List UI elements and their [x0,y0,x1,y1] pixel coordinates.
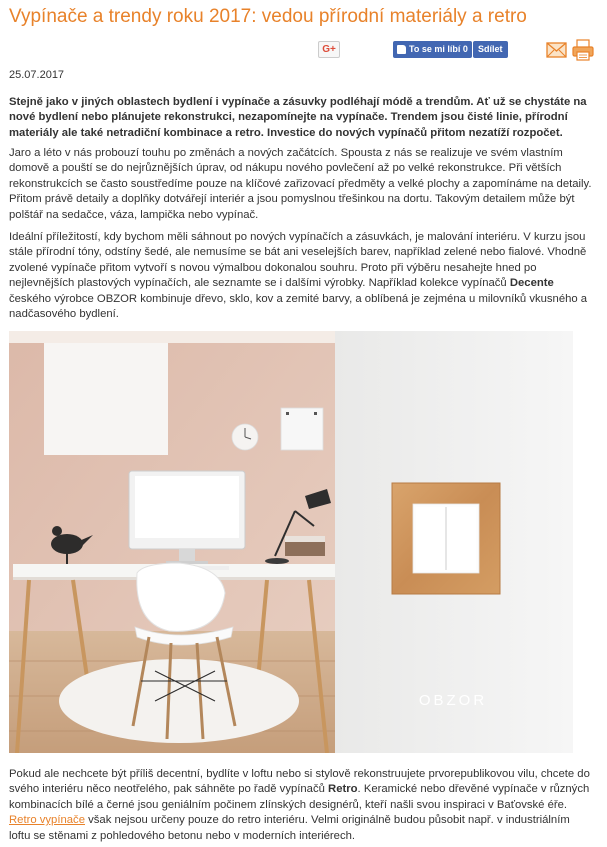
article-photo [9,331,573,753]
article-title: Vypínače a trendy roku 2017: vedou přírodní materiály a retro [9,6,527,27]
collection-name-retro: Retro [328,783,358,796]
facebook-like-label: To se mi líbí 0 [409,44,468,54]
paragraph-text: českého výrobce OBZOR kombinuje dřevo, sklo, kov a zemité barvy, a oblíbená je zejména u milovníků vkusného a nadčasového bydlení. [9,292,588,321]
paragraph-text: . Keramické nebo dřevěné vypínače v různých kombinacích bílé a černé jsou geniálním počinem zlínských designérů, kteří našli svou inspiraci v Baťovské éře. [9,783,590,811]
paragraph-text: však nejsou určeny pouze do retro interiéru. Velmi originálně budou působit např. v industriálním loftu se stěnami z pohledového betonu nebo v moderních interiérech. [9,814,570,842]
collection-name-decente: Decente [509,277,554,290]
article-date: 25.07.2017 [9,69,65,81]
facebook-share-button[interactable]: Sdílet [473,41,508,58]
article-paragraph [9,767,592,844]
paragraph-text: Ideální příležitostí, kdy bychom měli sáhnout po nových vypínačích a zásuvkách, je malování interiéru. V kurzu jsou stále přírodní tóny, odstíny šedé, ale nemusíme se bát ani veselejších barev, například zelené nebo fialové. Vhodně zvolené vypínače přitom vytvoří s novou výmalbou dokonalou souhru. Proto při výběru nesahejte hned po nejlevnějších plastových vypínačích, ale seznamte se i dalšími výrobky. Například kolekce vypínačů [9,231,587,290]
email-icon[interactable] [546,40,567,59]
paragraph-text: Pokud ale nechcete být příliš decentní, bydlíte v loftu nebo si stylově rekonstruujete prvorepublikovou vilu, chcete do svého interiéru něco neotřelého, pak sáhněte po řadě vypínačů [9,768,590,796]
thumbs-up-icon [397,45,406,54]
article-lead: Stejně jako v jiných oblastech bydlení i vypínače a zásuvky podléhají módě a trendům. Ať už se chystáte na nové bydlení nebo plánujete rekonstrukci, nezapomínejte na vypínače. Trendem jsou čisté linie, přírodní materiály ale také netradiční kombinace a retro. Investice do nových vypínačů přitom nezatíží rozpočet. [9,96,587,139]
print-icon[interactable] [572,39,594,61]
article-paragraph [9,230,592,322]
article-paragraph: Jaro a léto v nás probouzí touhu po změnách a nových začátcích. Spousta z nás se realizuje ve svém vlastním domově a pouští se do nejrůznějších úprav, od nákupu nového povlečení až po velké rekonstrukce. Při větších rekonstrukcích se často soustředíme pouze na klíčové zařizovací předměty a velké plochy a zapomínáme na detaily. Přitom právě detaily a doplňky dotvářejí interiér a jsou pomyslnou třešinkou na dortu. Takovým detailem může být polštář na sedačce, váza, lampička nebo vypínač. [9,147,592,221]
google-plus-button[interactable]: G+ [318,41,340,58]
retro-switches-link[interactable]: Retro vypínače [9,814,85,827]
obzor-logo: OBZOR [418,692,488,709]
facebook-like-button[interactable] [393,41,472,58]
